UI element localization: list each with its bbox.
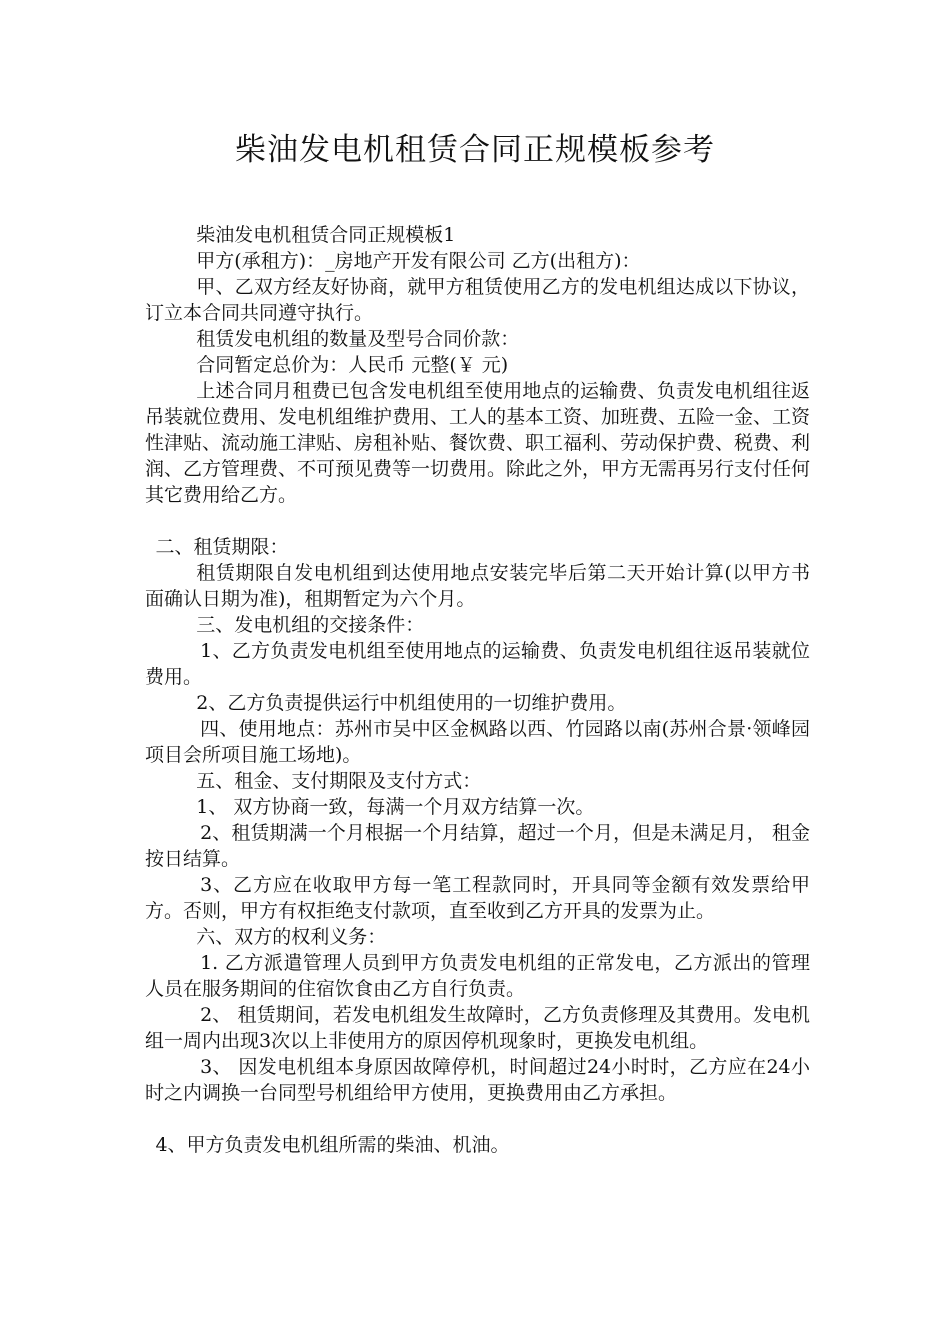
paragraph-total-price: 合同暂定总价为：人民币 元整(￥ 元) bbox=[196, 354, 509, 376]
section-heading-rights-duties: 六、双方的权利义务： bbox=[196, 926, 387, 948]
paragraph-usage-location: 四、使用地点：苏州市吴中区金枫路以西、竹园路以南(苏州合景·领峰园项目会所项目施工场地)。 bbox=[145, 718, 810, 766]
paragraph-quantity-model: 租赁发电机组的数量及型号合同价款： bbox=[196, 328, 520, 350]
paragraph-duty-2: 2、 租赁期间，若发电机组发生故障时，乙方负责修理及其费用。发电机组一周内出现3次以上非使用方的原因停机现象时，更换发电机组。 bbox=[145, 1004, 810, 1052]
paragraph-lease-term: 租赁期限自发电机组到达使用地点安装完毕后第二天开始计算(以甲方书面确认日期为准)，租期暂定为六个月。 bbox=[145, 562, 810, 610]
paragraph-duty-3: 3、 因发电机组本身原因故障停机，时间超过24小时时，乙方应在24小时之内调换一台同型号机组给甲方使用，更换费用由乙方承担。 bbox=[145, 1056, 810, 1104]
paragraph-parties: 甲方(承租方)：_房地产开发有限公司 乙方(出租方)： bbox=[196, 250, 641, 272]
paragraph-template-heading: 柴油发电机租赁合同正规模板1 bbox=[196, 224, 456, 246]
paragraph-fee-inclusions: 上述合同月租费已包含发电机组至使用地点的运输费、负责发电机组往返吊装就位费用、发电机组维护费用、工人的基本工资、加班费、五险一金、工资性津贴、流动施工津贴、房租补贴、餐饮费、职工福利、劳动保护费、税费、利润、乙方管理费、不可预见费等一切费用。除此之外，甲方无需再另行支付任何其它费用给乙方。 bbox=[145, 380, 811, 506]
paragraph-payment-1: 1、 双方协商一致，每满一个月双方结算一次。 bbox=[196, 796, 595, 818]
paragraph-duty-4: 4、甲方负责发电机组所需的柴油、机油。 bbox=[155, 1134, 510, 1156]
paragraph-handover-2: 2、乙方负责提供运行中机组使用的一切维护费用。 bbox=[196, 692, 627, 714]
paragraph-handover-1: 1、乙方负责发电机组至使用地点的运输费、负责发电机组往返吊装就位费用。 bbox=[145, 640, 810, 688]
section-heading-handover: 三、发电机组的交接条件： bbox=[196, 614, 425, 636]
document-body bbox=[145, 222, 810, 1158]
paragraph-payment-2: 2、租赁期满一个月根据一个月结算，超过一个月，但是未满足月， 租金按日结算。 bbox=[145, 822, 810, 870]
paragraph-duty-1: 1. 乙方派遣管理人员到甲方负责发电机组的正常发电，乙方派出的管理人员在服务期间的住宿饮食由乙方自行负责。 bbox=[145, 952, 810, 1000]
document-title: 柴油发电机租赁合同正规模板参考 bbox=[235, 132, 715, 168]
paragraph-spacer bbox=[145, 508, 810, 534]
paragraph-spacer bbox=[145, 1106, 810, 1132]
section-heading-payment: 五、租金、支付期限及支付方式： bbox=[196, 770, 482, 792]
section-heading-lease-term: 二、租赁期限： bbox=[155, 536, 289, 558]
paragraph-agreement-intro: 甲、乙双方经友好协商，就甲方租赁使用乙方的发电机组达成以下协议，订立本合同共同遵守执行。 bbox=[145, 276, 810, 324]
paragraph-payment-3: 3、乙方应在收取甲方每一笔工程款同时，开具同等金额有效发票给甲方。否则，甲方有权拒绝支付款项，直至收到乙方开具的发票为止。 bbox=[145, 874, 810, 922]
